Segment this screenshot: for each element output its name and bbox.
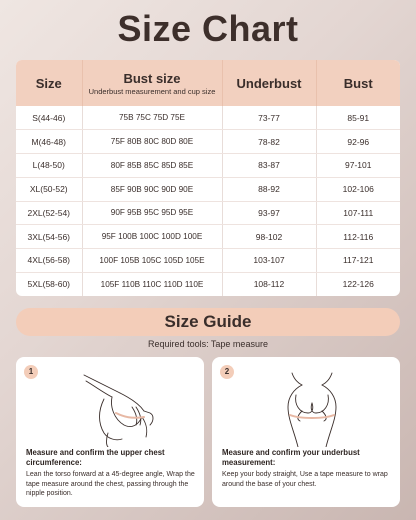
cell-bust-size: 105F 110B 110C 110D 110E xyxy=(82,272,222,296)
guide-step-card xyxy=(212,357,400,507)
underbust-measure-illustration xyxy=(242,367,382,447)
cell-underbust: 73-77 xyxy=(222,106,316,130)
step-number-badge: 1 xyxy=(24,365,38,379)
header-size: Size xyxy=(16,60,82,106)
cell-size: XL(50-52) xyxy=(16,177,82,201)
cell-underbust: 83-87 xyxy=(222,154,316,178)
table-row xyxy=(16,154,400,178)
cell-bust: 122-126 xyxy=(342,279,374,290)
table-header-row xyxy=(16,60,400,106)
cell-bust: 117-121 xyxy=(316,249,400,273)
cell-size: 5XL(58-60) xyxy=(16,272,82,296)
table-row xyxy=(16,106,400,130)
required-tools-text: Required tools: Tape measure xyxy=(148,339,268,349)
table-row xyxy=(16,201,400,225)
step-title: Measure and confirm your underbust measurement: xyxy=(222,448,360,467)
table-row xyxy=(16,272,400,296)
cell-size: L(48-50) xyxy=(16,154,82,178)
cell-size: 4XL(56-58) xyxy=(16,249,82,273)
step-number-badge: 2 xyxy=(220,365,234,379)
cell-size: 3XL(54-56) xyxy=(16,225,82,249)
cell-size: 2XL(52-54) xyxy=(16,201,82,225)
cell-underbust: 108-112 xyxy=(222,272,316,296)
guide-step-card xyxy=(16,357,204,507)
cell-bust-size: 100F 105B 105C 105D 105E xyxy=(82,249,222,273)
cell-underbust: 78-82 xyxy=(222,130,316,154)
cell-bust-size: 95F 100B 100C 100D 100E xyxy=(82,225,222,249)
table-row xyxy=(16,177,400,201)
cell-underbust: 98-102 xyxy=(222,225,316,249)
cell-bust: 85-91 xyxy=(316,106,400,130)
cell-bust: 102-106 xyxy=(316,177,400,201)
cell-bust-size: 75B 75C 75D 75E xyxy=(82,106,222,130)
cell-underbust: 88-92 xyxy=(222,177,316,201)
size-table xyxy=(16,60,400,296)
cell-underbust: 93-97 xyxy=(222,201,316,225)
cell-bust: 97-101 xyxy=(316,154,400,178)
cell-bust-size: 75F 80B 80C 80D 80E xyxy=(82,130,222,154)
page-title: Size Chart xyxy=(117,8,299,49)
step-title: Measure and confirm the upper chest circumference: xyxy=(26,448,165,467)
header-bust-size: Bust size Underbust measurement and cup size xyxy=(82,60,222,106)
cell-bust: 107-111 xyxy=(316,201,400,225)
cell-bust: 92-96 xyxy=(316,130,400,154)
table-row xyxy=(16,225,400,249)
cell-bust-size: 80F 85B 85C 85D 85E xyxy=(82,154,222,178)
upper-chest-measure-illustration xyxy=(46,367,186,447)
cell-bust-size: 90F 95B 95C 95D 95E xyxy=(82,201,222,225)
step-description: Lean the torso forward at a 45-degree angle, Wrap the tape measure around the chest, passing through the nipple position. xyxy=(26,471,195,497)
cell-size: S(44-46) xyxy=(16,106,82,130)
header-underbust: Underbust xyxy=(222,60,316,106)
cell-bust-size: 85F 90B 90C 90D 90E xyxy=(82,177,222,201)
cell-size: M(46-48) xyxy=(16,130,82,154)
step-description: Keep your body straight, Use a tape measure to wrap around the base of your chest. xyxy=(222,471,388,488)
table-row xyxy=(16,249,400,273)
table-row xyxy=(16,130,400,154)
cell-bust: 112-116 xyxy=(316,225,400,249)
cell-underbust: 103-107 xyxy=(222,249,316,273)
header-bust: Bust xyxy=(316,60,400,106)
size-guide-title: Size Guide xyxy=(16,308,400,336)
